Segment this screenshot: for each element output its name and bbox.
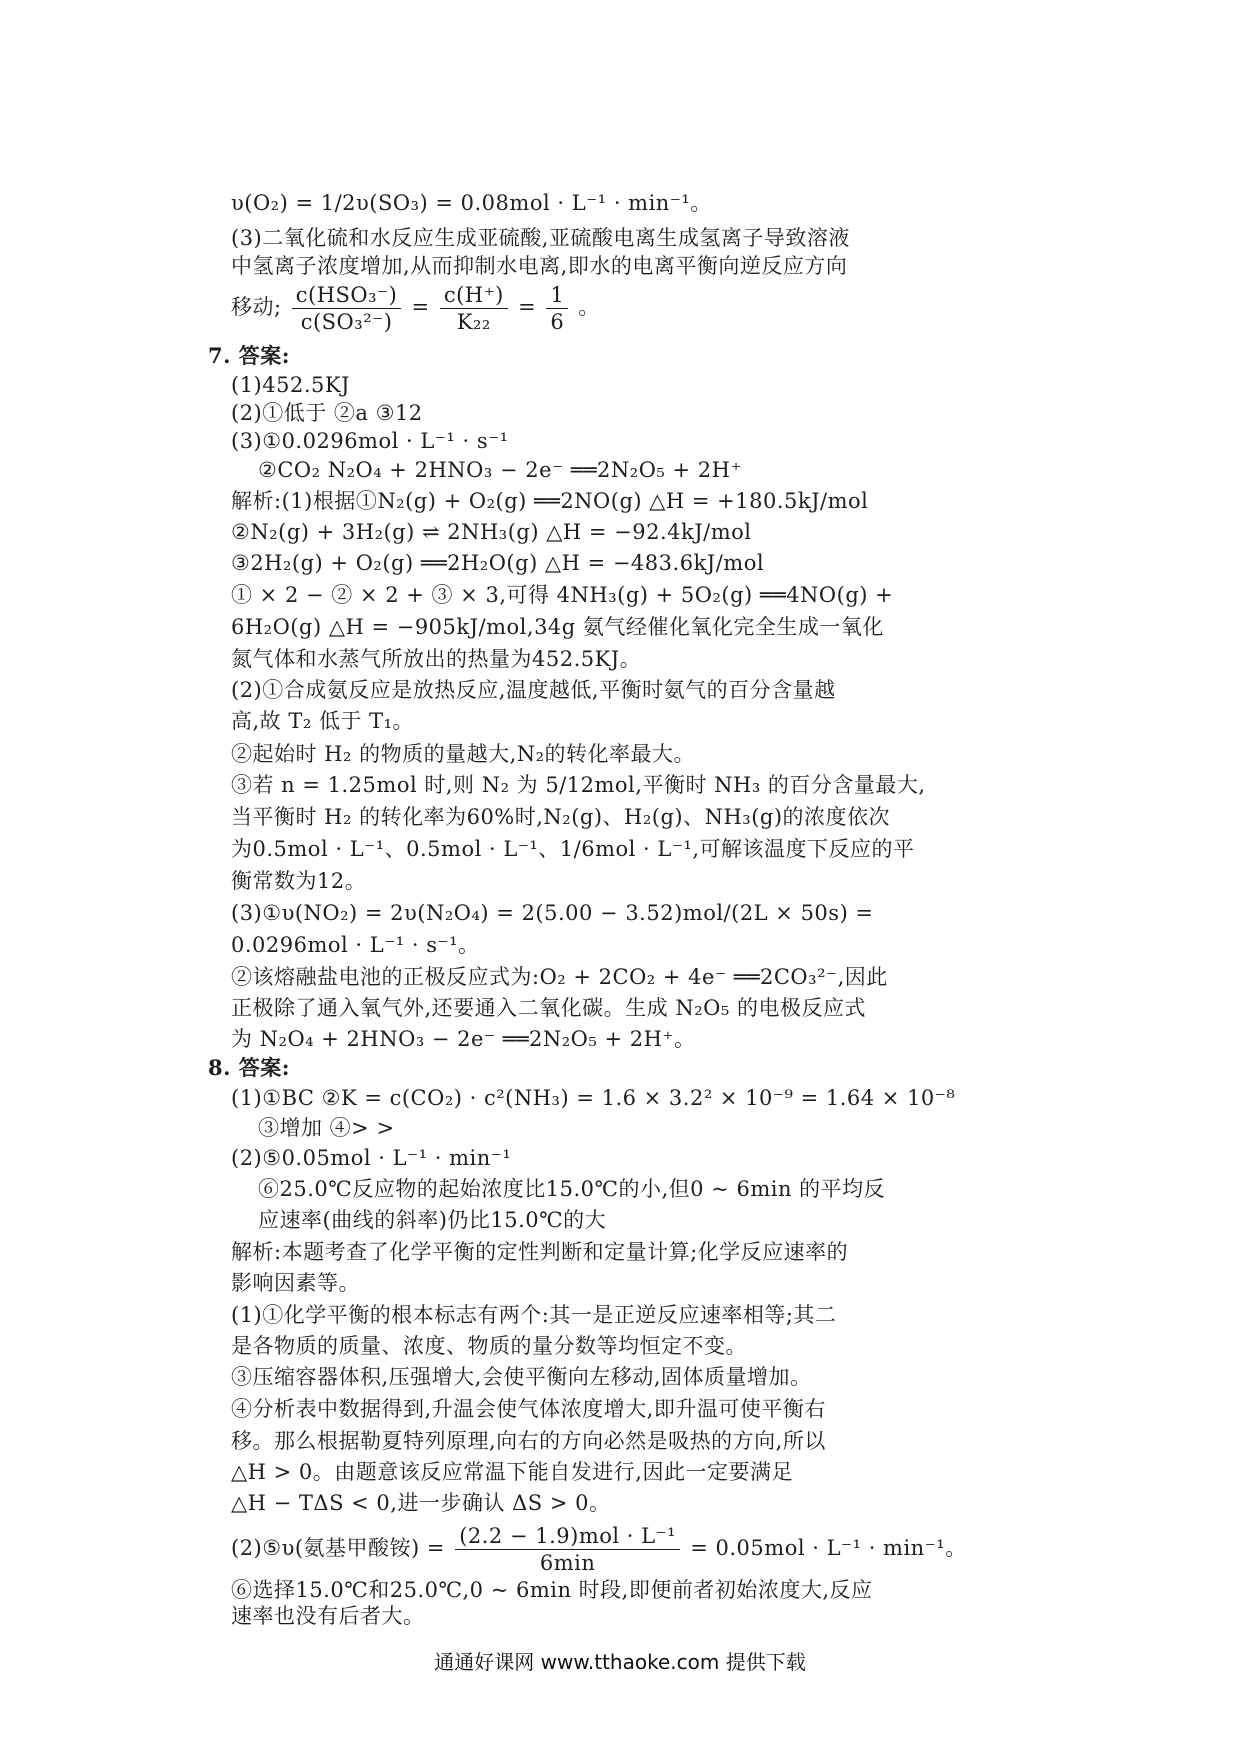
text-line: 为 N₂O₄ + 2HNO₃ − 2e⁻ ══2N₂O₅ + 2H⁺。 xyxy=(231,1027,696,1051)
fraction-numerator: (2.2 − 1.9)mol · L⁻¹ xyxy=(455,1523,680,1550)
text-line: ②CO₂ N₂O₄ + 2HNO₃ − 2e⁻ ══2N₂O₅ + 2H⁺ xyxy=(258,458,743,482)
fraction-line xyxy=(231,282,600,335)
fraction-denominator: 6 xyxy=(550,310,565,334)
text-line: ⑥选择15.0℃和25.0℃,0 ~ 6min 时段,即便前者初始浓度大,反应 xyxy=(231,1578,873,1602)
fraction-denominator: K₂₂ xyxy=(456,310,491,334)
fraction xyxy=(455,1523,680,1576)
text-line: 正极除了通入氧气外,还要通入二氧化碳。生成 N₂O₅ 的电极反应式 xyxy=(231,996,866,1020)
fraction-line xyxy=(231,1523,967,1576)
text-line: (2)①低于 ②a ③12 xyxy=(231,401,423,425)
text-line: υ(O₂) = 1/2υ(SO₃) = 0.08mol · L⁻¹ · min⁻¹。 xyxy=(231,191,712,215)
equals-sign: = xyxy=(518,295,537,319)
text-line: ③压缩容器体积,压强增大,会使平衡向左移动,固体质量增加。 xyxy=(231,1365,812,1389)
fraction-numerator: 1 xyxy=(546,282,568,309)
text-line: 速率也没有后者大。 xyxy=(231,1604,425,1628)
text-line: ④分析表中数据得到,升温会使气体浓度增大,即升温可使平衡右 xyxy=(231,1397,826,1421)
fraction-denominator: c(SO₃²⁻) xyxy=(300,310,393,334)
fraction xyxy=(546,282,568,335)
text-line: ②该熔融盐电池的正极反应式为:O₂ + 2CO₂ + 4e⁻ ══2CO₃²⁻,因此 xyxy=(231,965,888,989)
text-span: 移动; xyxy=(231,295,282,319)
question-heading: 7. 答案: xyxy=(208,343,290,368)
text-line: (1)①BC ②K = c(CO₂) · c²(NH₃) = 1.6 × 3.2² × 10⁻⁹ = 1.64 × 10⁻⁸ xyxy=(231,1086,956,1110)
text-line: △H > 0。由题意该反应常温下能自发进行,因此一定要满足 xyxy=(231,1460,793,1484)
text-line: (3)二氧化硫和水反应生成亚硫酸,亚硫酸电离生成氢离子导致溶液 xyxy=(231,226,850,250)
text-line: (1)452.5KJ xyxy=(231,373,350,397)
text-line: (3)①υ(NO₂) = 2υ(N₂O₄) = 2(5.00 − 3.52)mol/(2L × 50s) = xyxy=(231,901,874,925)
text-line: ③2H₂(g) + O₂(g) ══2H₂O(g) △H = −483.6kJ/mol xyxy=(231,551,765,575)
text-line: ⑥25.0℃反应物的起始浓度比15.0℃的小,但0 ~ 6min 的平均反 xyxy=(258,1177,886,1201)
text-line: 6H₂O(g) △H = −905kJ/mol,34g 氨气经催化氧化完全生成一氧化 xyxy=(231,615,884,639)
text-line: 中氢离子浓度增加,从而抑制水电离,即水的电离平衡向逆反应方向 xyxy=(231,254,848,278)
text-line: 当平衡时 H₂ 的转化率为60%时,N₂(g)、H₂(g)、NH₃(g)的浓度依次 xyxy=(231,805,891,829)
text-line: ②起始时 H₂ 的物质的量越大,N₂的转化率最大。 xyxy=(231,742,696,766)
text-line: 移。那么根据勒夏特列原理,向右的方向必然是吸热的方向,所以 xyxy=(231,1429,826,1453)
text-line: ③增加 ④> > xyxy=(258,1116,395,1140)
text-line: (2)①合成氨反应是放热反应,温度越低,平衡时氨气的百分含量越 xyxy=(231,678,836,702)
text-line: 为0.5mol · L⁻¹、0.5mol · L⁻¹、1/6mol · L⁻¹,可解该温度下反应的平 xyxy=(231,837,915,861)
text-line: ③若 n = 1.25mol 时,则 N₂ 为 5/12mol,平衡时 NH₃ 的百分含量最大, xyxy=(231,773,926,797)
text-line: 影响因素等。 xyxy=(231,1271,360,1295)
fraction-denominator: 6min xyxy=(539,1551,596,1575)
text-line: 0.0296mol · L⁻¹ · s⁻¹。 xyxy=(231,933,480,957)
text-line: (1)①化学平衡的根本标志有两个:其一是正逆反应速率相等;其二 xyxy=(231,1303,837,1327)
text-line: 高,故 T₂ 低于 T₁。 xyxy=(231,709,415,733)
fraction-numerator: c(H⁺) xyxy=(440,282,508,309)
text-line: 氮气体和水蒸气所放出的热量为452.5KJ。 xyxy=(231,647,642,671)
fraction-numerator: c(HSO₃⁻) xyxy=(292,282,402,309)
text-span: (2)⑤υ(氨基甲酸铵) = xyxy=(231,1536,445,1560)
text-line: (3)①0.0296mol · L⁻¹ · s⁻¹ xyxy=(231,429,509,453)
question-heading: 8. 答案: xyxy=(208,1055,290,1080)
text-line: ②N₂(g) + 3H₂(g) ⇌ 2NH₃(g) △H = −92.4kJ/mol xyxy=(231,520,752,544)
text-line: 解析:(1)根据①N₂(g) + O₂(g) ══2NO(g) △H = +180.5kJ/mol xyxy=(231,489,869,513)
fraction xyxy=(440,282,508,335)
page-footer: 通通好课网 www.tthaoke.com 提供下载 xyxy=(434,1650,806,1674)
text-span: 。 xyxy=(578,295,600,319)
fraction xyxy=(292,282,402,335)
text-line: 解析:本题考查了化学平衡的定性判断和定量计算;化学反应速率的 xyxy=(231,1240,849,1264)
text-line: 是各物质的质量、浓度、物质的量分数等均恒定不变。 xyxy=(231,1334,747,1358)
equals-sign: = xyxy=(411,295,430,319)
text-span: = 0.05mol · L⁻¹ · min⁻¹。 xyxy=(690,1536,967,1560)
text-line: ① × 2 − ② × 2 + ③ × 3,可得 4NH₃(g) + 5O₂(g) ══4NO(g) + xyxy=(231,583,894,607)
text-line: △H − TΔS < 0,进一步确认 ΔS > 0。 xyxy=(231,1491,611,1515)
text-line: 衡常数为12。 xyxy=(231,869,367,893)
text-line: (2)⑤0.05mol · L⁻¹ · min⁻¹ xyxy=(231,1146,512,1170)
text-line: 应速率(曲线的斜率)仍比15.0℃的大 xyxy=(258,1208,607,1232)
